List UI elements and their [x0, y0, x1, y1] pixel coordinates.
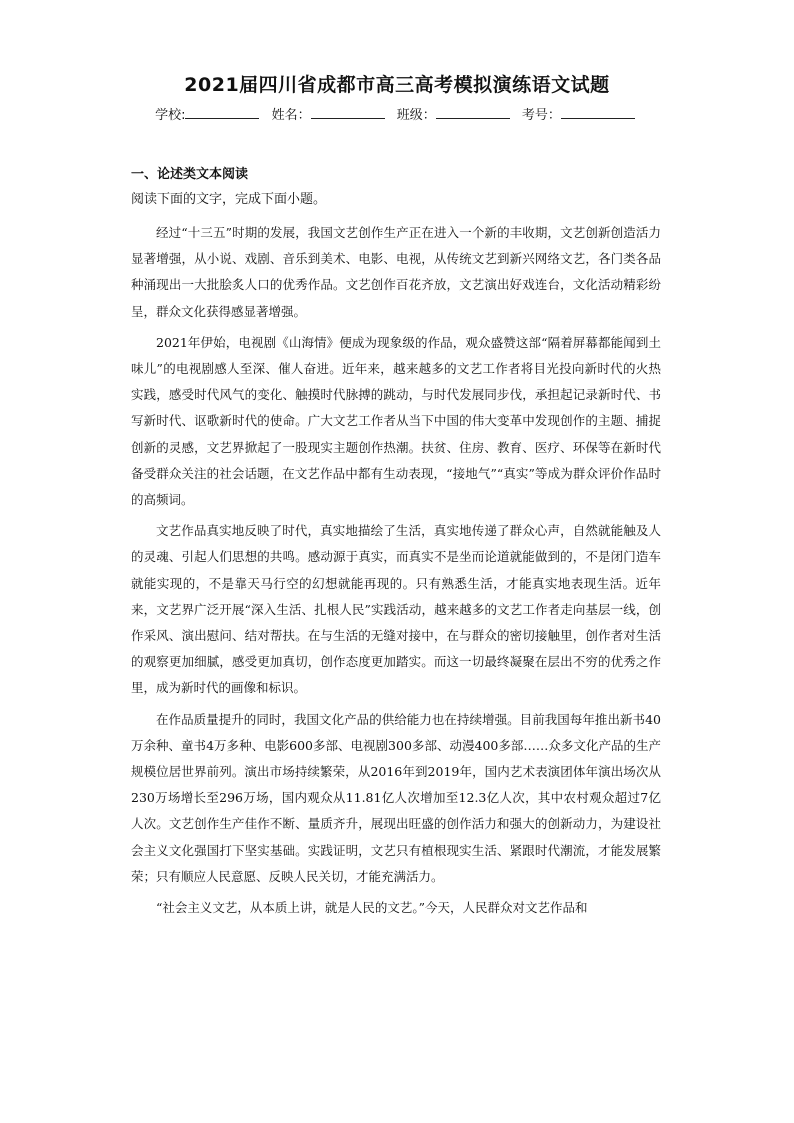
exam-number-field [522, 104, 639, 123]
article-paragraph: 经过“十三五”时期的发展，我国文艺创作生产正在进入一个新的丰收期，文艺创新创造活力显著增强，从小说、戏剧、音乐到美术、电影、电视，从传统文艺到新兴网络文艺，各门类各品种涌现出一大批脍炙人口的优秀作品。文艺创作百花齐放，文艺演出好戏连台，文化活动精彩纷呈，群众文化获得感显著增强。 [131, 225, 661, 319]
article-paragraph: 2021年伊始，电视剧《山海情》便成为现象级的作品，观众盛赞这部“隔着屏幕都能闻到土味儿”的电视剧感人至深、催人奋进。近年来，越来越多的文艺工作者将目光投向新时代的火热实践，感受时代风气的变化、触摸时代脉搏的跳动，与时代发展同步伐，承担起记录新时代、书写新时代、讴歌新时代的使命。广大文艺工作者从当下中国的伟大变革中发现创作的主题、捕捉创新的灵感，文艺界掀起了一股现实主题创作热潮。扶贫、住房、教育、医疗、环保等在新时代备受群众关注的社会话题，在文艺作品中都有生动表现，“接地气”“真实”等成为群众评价作品时的高频词。 [131, 334, 661, 508]
exam-number-blank[interactable] [561, 106, 635, 119]
student-info-line [0, 104, 794, 123]
exam-number-label: 考号： [521, 108, 561, 123]
class-field [397, 104, 514, 123]
school-label: 学校: [155, 108, 186, 123]
class-blank[interactable] [436, 106, 510, 119]
name-field [272, 104, 389, 123]
section-heading: 一、论述类文本阅读 [131, 167, 249, 182]
name-label: 姓名： [271, 108, 311, 123]
school-blank[interactable] [185, 106, 259, 119]
exam-title: 2021届四川省成都市高三高考模拟演练语文试题 [184, 74, 610, 96]
name-blank[interactable] [311, 106, 385, 119]
article-paragraph: 在作品质量提升的同时，我国文化产品的供给能力也在持续增强。目前我国每年推出新书40万余种、童书4万多种、电影600多部、电视剧300多部、动漫400多部……众多文化产品的生产规模位居世界前列。演出市场持续繁荣，从2016年到2019年，国内艺术表演团体年演出场次从230万场增长至296万场，国内观众从11.81亿人次增加至12.3亿人次，其中农村观众超过7亿人次。文艺创作生产佳作不断、量质齐升，展现出旺盛的创作活力和强大的创新动力，为建设社会主义文化强国打下坚实基础。实践证明，文艺只有植根现实生活、紧跟时代潮流，才能发展繁荣；只有顺应人民意愿、反映人民关切，才能充满活力。 [131, 711, 661, 884]
article-paragraph: “社会主义文艺，从本质上讲，就是人民的文艺。”今天，人民群众对文艺作品和 [156, 900, 588, 916]
reading-instruction: 阅读下面的文字，完成下面小题。 [131, 192, 327, 207]
class-label: 班级： [396, 108, 436, 123]
school-field [155, 104, 263, 123]
article-body [131, 220, 661, 926]
article-paragraph: 文艺作品真实地反映了时代，真实地描绘了生活，真实地传递了群众心声，自然就能触及人的灵魂、引起人们思想的共鸣。感动源于真实，而真实不是坐而论道就能做到的，不是闭门造车就能实现的，不是靠天马行空的幻想就能再现的。只有熟悉生活，才能真实地表现生活。近年来，文艺界广泛开展“深入生活、扎根人民”实践活动，越来越多的文艺工作者走向基层一线，创作采风、演出慰问、结对帮扶。在与生活的无缝对接中，在与群众的密切接触里，创作者对生活的观察更加细腻，感受更加真切，创作态度更加踏实。而这一切最终凝聚在层出不穷的优秀之作里，成为新时代的画像和标识。 [131, 523, 661, 696]
